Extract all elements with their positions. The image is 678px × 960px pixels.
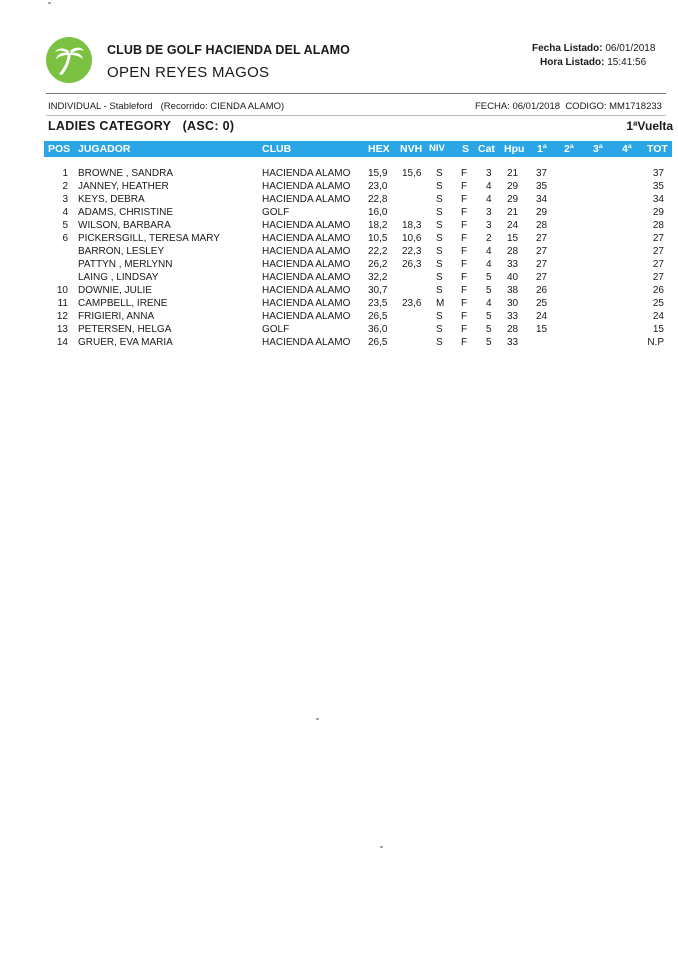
row-round-1: 26 — [536, 285, 548, 296]
row-hpu: 38 — [507, 285, 519, 296]
modality: INDIVIDUAL - Stableford — [48, 101, 153, 112]
row-s: F — [461, 220, 468, 231]
fecha-listado-label: Fecha Listado: — [532, 43, 603, 54]
row-s: F — [461, 285, 468, 296]
table-row — [0, 271, 678, 284]
row-s: F — [461, 298, 468, 309]
row-cat: 5 — [486, 337, 492, 348]
row-s: F — [461, 311, 468, 322]
row-hpu: 33 — [507, 311, 519, 322]
scan-speck — [48, 2, 51, 4]
row-pos: 4 — [62, 207, 68, 218]
top-divider — [46, 93, 666, 94]
row-niv: S — [436, 168, 443, 179]
fecha: FECHA: 06/01/2018 — [475, 101, 561, 112]
row-cat: 4 — [486, 259, 492, 270]
row-cat: 3 — [486, 168, 492, 179]
row-s: F — [461, 272, 468, 283]
row-hpu: 24 — [507, 220, 519, 231]
row-tot: 24 — [652, 311, 664, 322]
row-pos: 14 — [56, 337, 68, 348]
table-row — [0, 193, 678, 206]
sub-divider — [46, 115, 666, 116]
table-row — [0, 284, 678, 297]
modality-line — [48, 101, 284, 112]
row-club: HACIENDA ALAMO — [262, 168, 351, 179]
table-row — [0, 297, 678, 310]
row-name: FRIGIERI, ANNA — [78, 311, 155, 322]
col-cat: Cat — [478, 143, 495, 155]
col-nvh: NVH — [400, 143, 423, 155]
row-name: PATTYN , MERLYNN — [78, 259, 173, 270]
row-s: F — [461, 246, 468, 257]
row-club: GOLF — [262, 207, 290, 218]
row-round-1: 25 — [536, 298, 548, 309]
course: (Recorrido: CIENDA ALAMO) — [160, 101, 285, 112]
row-cat: 4 — [486, 194, 492, 205]
row-nvh: 15,6 — [402, 168, 422, 179]
row-s: F — [461, 324, 468, 335]
row-hpu: 28 — [507, 324, 519, 335]
row-club: HACIENDA ALAMO — [262, 220, 351, 231]
row-round-1: 15 — [536, 324, 548, 335]
table-row — [0, 219, 678, 232]
row-nvh: 26,3 — [402, 259, 422, 270]
round-label: 1ªVuelta — [626, 119, 673, 133]
hora-listado-value: 15:41:56 — [607, 57, 647, 68]
row-hpu: 33 — [507, 337, 519, 348]
row-hex: 30,7 — [368, 285, 388, 296]
fecha-codigo-line — [475, 101, 662, 112]
row-s: F — [461, 194, 468, 205]
table-row — [0, 245, 678, 258]
row-hex: 32,2 — [368, 272, 388, 283]
row-hex: 22,2 — [368, 246, 388, 257]
row-hex: 15,9 — [368, 168, 388, 179]
row-nvh: 23,6 — [402, 298, 422, 309]
table-row — [0, 323, 678, 336]
row-tot: 27 — [652, 233, 664, 244]
row-club: GOLF — [262, 324, 290, 335]
row-hpu: 29 — [507, 181, 519, 192]
row-round-1: 37 — [536, 168, 548, 179]
row-pos: 5 — [62, 220, 68, 231]
row-tot: 25 — [652, 298, 664, 309]
col-round-3: 3ª — [593, 143, 603, 155]
row-cat: 4 — [486, 246, 492, 257]
row-niv: S — [436, 311, 443, 322]
row-pos: 12 — [56, 311, 68, 322]
row-club: HACIENDA ALAMO — [262, 246, 351, 257]
row-tot: 35 — [652, 181, 664, 192]
row-cat: 2 — [486, 233, 492, 244]
category-asc: (ASC: 0) — [182, 119, 235, 133]
row-cat: 4 — [486, 181, 492, 192]
row-round-1: 27 — [536, 259, 548, 270]
col-s: S — [462, 143, 470, 155]
row-name: BARRON, LESLEY — [78, 246, 165, 257]
table-row — [0, 232, 678, 245]
scan-speck — [316, 718, 319, 720]
row-round-1: 29 — [536, 207, 548, 218]
row-niv: S — [436, 220, 443, 231]
row-club: HACIENDA ALAMO — [262, 272, 351, 283]
row-pos: 13 — [56, 324, 68, 335]
row-club: HACIENDA ALAMO — [262, 311, 351, 322]
row-cat: 5 — [486, 272, 492, 283]
category-title — [48, 119, 234, 133]
hora-listado — [540, 57, 646, 68]
row-niv: S — [436, 181, 443, 192]
row-tot: 15 — [652, 324, 664, 335]
row-niv: S — [436, 246, 443, 257]
row-round-1: 34 — [536, 194, 548, 205]
row-pos: 10 — [56, 285, 68, 296]
row-niv: S — [436, 272, 443, 283]
row-hpu: 29 — [507, 194, 519, 205]
row-round-1: 35 — [536, 181, 548, 192]
fecha-listado-value: 06/01/2018 — [605, 43, 656, 54]
row-hex: 23,0 — [368, 181, 388, 192]
row-hpu: 21 — [507, 168, 519, 179]
row-name: PICKERSGILL, TERESA MARY — [78, 233, 220, 244]
hora-listado-label: Hora Listado: — [540, 57, 605, 68]
row-hpu: 21 — [507, 207, 519, 218]
col-pos: POS — [48, 143, 71, 155]
table-row — [0, 336, 678, 349]
event-name: OPEN REYES MAGOS — [107, 64, 270, 81]
row-hex: 16,0 — [368, 207, 388, 218]
row-tot: 27 — [652, 272, 664, 283]
table-row — [0, 167, 678, 180]
row-pos: 2 — [62, 181, 68, 192]
row-hpu: 15 — [507, 233, 519, 244]
row-cat: 3 — [486, 220, 492, 231]
row-s: F — [461, 181, 468, 192]
club-logo-icon — [46, 37, 92, 83]
table-header — [44, 141, 672, 157]
row-cat: 4 — [486, 298, 492, 309]
row-club: HACIENDA ALAMO — [262, 259, 351, 270]
row-club: HACIENDA ALAMO — [262, 194, 351, 205]
row-tot: 26 — [652, 285, 664, 296]
row-hpu: 30 — [507, 298, 519, 309]
row-nvh: 18,3 — [402, 220, 422, 231]
row-club: HACIENDA ALAMO — [262, 285, 351, 296]
club-name: CLUB DE GOLF HACIENDA DEL ALAMO — [107, 43, 350, 57]
row-s: F — [461, 259, 468, 270]
col-club: CLUB — [262, 143, 292, 155]
row-tot: 28 — [652, 220, 664, 231]
row-tot: 27 — [652, 259, 664, 270]
table-row — [0, 310, 678, 323]
row-name: CAMPBELL, IRENE — [78, 298, 168, 309]
table-row — [0, 258, 678, 271]
row-name: LAING , LINDSAY — [78, 272, 159, 283]
row-round-1: 27 — [536, 272, 548, 283]
row-name: PETERSEN, HELGA — [78, 324, 172, 335]
row-name: WILSON, BARBARA — [78, 220, 171, 231]
palm-tree-icon — [46, 37, 92, 83]
col-hpu: Hpu — [504, 143, 525, 155]
row-niv: S — [436, 233, 443, 244]
row-cat: 5 — [486, 285, 492, 296]
row-hex: 18,2 — [368, 220, 388, 231]
col-round-4: 4ª — [622, 143, 632, 155]
row-tot: 27 — [652, 246, 664, 257]
row-hex: 22,8 — [368, 194, 388, 205]
row-hpu: 33 — [507, 259, 519, 270]
col-round-1: 1ª — [537, 143, 547, 155]
row-hpu: 28 — [507, 246, 519, 257]
row-tot: 34 — [652, 194, 664, 205]
col-tot: TOT — [647, 143, 668, 155]
table-row — [0, 206, 678, 219]
row-round-1: 27 — [536, 246, 548, 257]
table-row — [0, 180, 678, 193]
row-name: BROWNE , SANDRA — [78, 168, 174, 179]
scan-speck — [380, 846, 383, 848]
codigo: CODIGO: MM1718233 — [565, 101, 662, 112]
row-hex: 23,5 — [368, 298, 388, 309]
row-round-1: 27 — [536, 233, 548, 244]
results-table — [0, 167, 678, 349]
row-niv: S — [436, 285, 443, 296]
row-hex: 26,2 — [368, 259, 388, 270]
row-niv: S — [436, 259, 443, 270]
row-s: F — [461, 337, 468, 348]
row-name: ADAMS, CHRISTINE — [78, 207, 174, 218]
row-niv: M — [436, 298, 445, 309]
col-niv: NIV — [429, 143, 445, 154]
row-s: F — [461, 207, 468, 218]
row-nvh: 22,3 — [402, 246, 422, 257]
col-round-2: 2ª — [564, 143, 574, 155]
row-pos: 11 — [57, 298, 68, 309]
row-name: KEYS, DEBRA — [78, 194, 145, 205]
row-name: JANNEY, HEATHER — [78, 181, 169, 192]
row-tot: 29 — [652, 207, 664, 218]
row-cat: 5 — [486, 311, 492, 322]
row-hex: 36,0 — [368, 324, 388, 335]
row-cat: 5 — [486, 324, 492, 335]
row-hex: 26,5 — [368, 311, 388, 322]
category-name: LADIES CATEGORY — [48, 119, 172, 133]
row-tot: 37 — [652, 168, 664, 179]
row-niv: S — [436, 324, 443, 335]
row-niv: S — [436, 194, 443, 205]
row-niv: S — [436, 337, 443, 348]
row-pos: 3 — [62, 194, 68, 205]
row-hex: 26,5 — [368, 337, 388, 348]
fecha-listado — [532, 43, 655, 54]
row-pos: 6 — [62, 233, 68, 244]
row-nvh: 10,6 — [402, 233, 422, 244]
row-hpu: 40 — [507, 272, 519, 283]
row-name: GRUER, EVA MARIA — [78, 337, 173, 348]
row-cat: 3 — [486, 207, 492, 218]
row-club: HACIENDA ALAMO — [262, 337, 351, 348]
row-club: HACIENDA ALAMO — [262, 298, 351, 309]
col-hex: HEX — [368, 143, 390, 155]
row-tot: N.P — [647, 337, 664, 348]
row-name: DOWNIE, JULIE — [78, 285, 152, 296]
row-round-1: 24 — [536, 311, 548, 322]
row-hex: 10,5 — [368, 233, 388, 244]
row-s: F — [461, 233, 468, 244]
row-pos: 1 — [62, 168, 68, 179]
col-jugador: JUGADOR — [78, 143, 131, 155]
row-round-1: 28 — [536, 220, 548, 231]
row-s: F — [461, 168, 468, 179]
row-niv: S — [436, 207, 443, 218]
row-club: HACIENDA ALAMO — [262, 233, 351, 244]
row-club: HACIENDA ALAMO — [262, 181, 351, 192]
